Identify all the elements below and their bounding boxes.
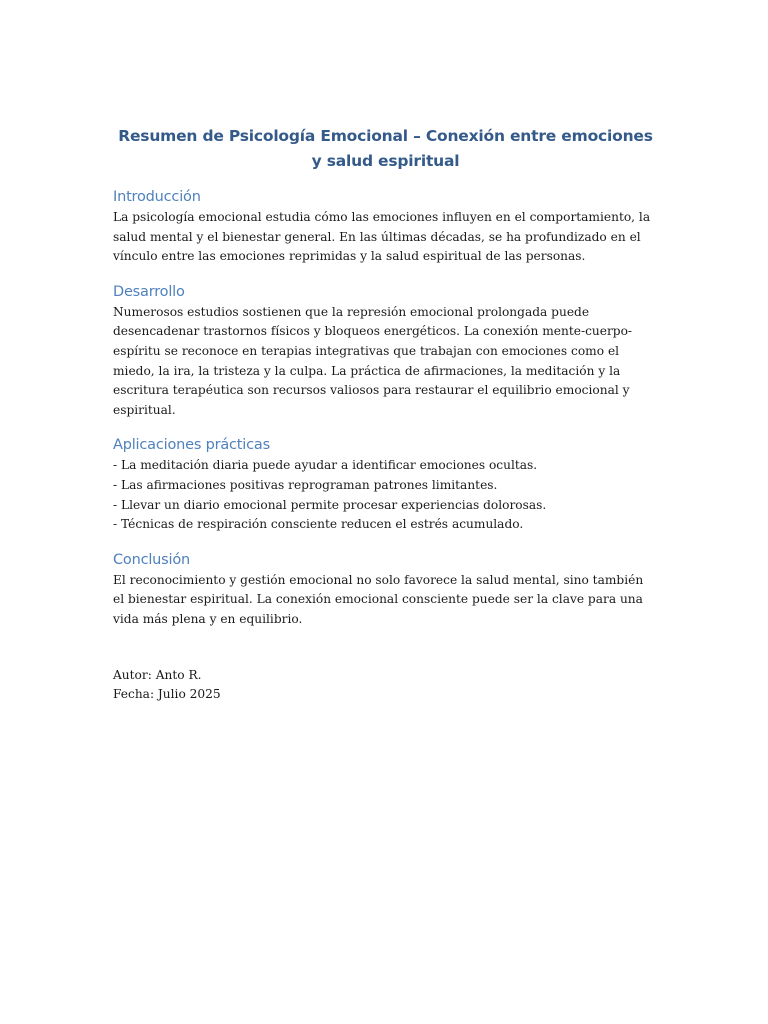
section-conclusion — [113, 549, 658, 630]
document-meta — [113, 666, 658, 705]
section-paragraph: El reconocimiento y gestión emocional no solo favorece la salud mental, sino también el bienestar espiritual. La conexión emocional consciente puede ser la clave para una vida más plena y en equilibrio. — [113, 572, 644, 626]
document-body — [113, 124, 658, 705]
section-introduccion — [113, 186, 658, 267]
section-heading: Introducción — [113, 189, 201, 205]
section-paragraph: La psicología emocional estudia cómo las emociones influyen en el comportamiento, la salud mental y el bienestar general. En las últimas décadas, se ha profundizado en el vínculo entre las emociones reprimidas y la salud espiritual de las personas. — [113, 210, 651, 264]
list-item: - Las afirmaciones positivas reprograman patrones limitantes. — [113, 477, 498, 492]
list-item: - La meditación diaria puede ayudar a identificar emociones ocultas. — [113, 458, 538, 473]
section-heading: Desarrollo — [113, 283, 185, 300]
section-heading: Conclusión — [113, 551, 191, 568]
section-desarrollo — [113, 281, 658, 421]
list-item: - Técnicas de respiración consciente reducen el estrés acumulado. — [113, 517, 524, 532]
document-title: Resumen de Psicología Emocional – Conexión entre emociones y salud espiritual — [118, 127, 653, 170]
list-item: - Llevar un diario emocional permite procesar experiencias dolorosas. — [113, 497, 547, 512]
author-line: Autor: Anto R. — [113, 667, 202, 682]
section-heading: Aplicaciones prácticas — [113, 437, 270, 454]
section-aplicaciones — [113, 434, 658, 534]
section-paragraph: Numerosos estudios sostienen que la represión emocional prolongada puede desencadenar trastornos físicos y bloqueos energéticos. La conexión mente-cuerpo-espíritu se reconoce en terapias integrativas que trabajan con emociones como el miedo, la ira, la tristeza y la culpa. La práctica de afirmaciones, la meditación y la escritura terapéutica son recursos valiosos para restaurar el equilibrio emocional y espiritual. — [113, 304, 633, 417]
date-line: Fecha: Julio 2025 — [113, 687, 221, 702]
bullet-list — [113, 456, 658, 534]
